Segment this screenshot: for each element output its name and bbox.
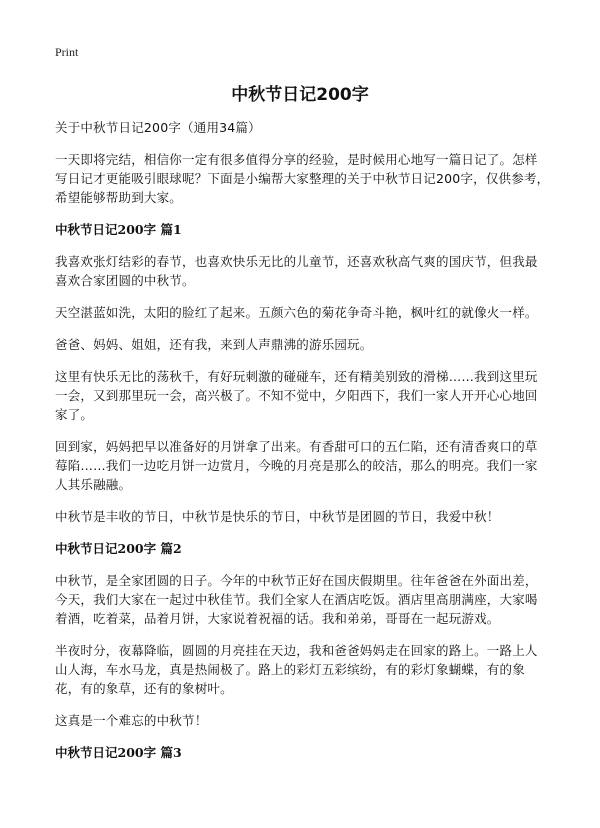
paragraph: 这里有快乐无比的荡秋千，有好玩刺激的碰碰车，还有精美别致的滑梯……我到这里玩一会，又到那里玩一会，高兴极了。不知不觉中，夕阳西下，我们一家人开开心心地回家了。: [55, 369, 538, 422]
section-heading: 中秋节日记200字 篇1: [55, 222, 182, 237]
paragraph: 我喜欢张灯结彩的春节，也喜欢快乐无比的儿童节，还喜欢秋高气爽的国庆节，但我最喜欢合家团圆的中秋节。: [55, 254, 538, 288]
section-heading: 中秋节日记200字 篇2: [55, 541, 182, 556]
paragraph: 半夜时分，夜幕降临，圆圆的月亮挂在天边，我和爸爸妈妈走在回家的路上。一路上人山人海，车水马龙，真是热闹极了。路上的彩灯五彩缤纷，有的彩灯象蝴蝶，有的象花，有的象草，还有的象树叶。: [55, 643, 538, 696]
print-link[interactable]: Print: [55, 45, 79, 59]
paragraph: 回到家，妈妈把早以准备好的月饼拿了出来。有香甜可口的五仁陷，还有清香爽口的草莓陷……我们一边吃月饼一边赏月，今晚的月亮是那么的皎洁，那么的明亮。我们一家人其乐融融。: [55, 439, 538, 492]
paragraph: 中秋节，是全家团圆的日子。今年的中秋节正好在国庆假期里。往年爸爸在外面出差，今天，我们大家在一起过中秋佳节。我们全家人在酒店吃饭。酒店里高朋满座，大家喝着酒，吃着菜，品着月饼，大家说着祝福的话。我和弟弟，哥哥在一起玩游戏。: [55, 573, 538, 626]
intro-paragraph: 一天即将完结，相信你一定有很多值得分享的经验，是时候用心地写一篇日记了。怎样写日记才更能吸引眼球呢？下面是小编帮大家整理的关于中秋节日记200字，仅供参考，希望能够帮助到大家。: [55, 152, 550, 205]
paragraph: 天空湛蓝如洗，太阳的脸红了起来。五颜六色的菊花争奇斗艳，枫叶红的就像火一样。: [55, 305, 538, 320]
paragraph: 爸爸、妈妈、姐姐，还有我，来到人声鼎沸的游乐园玩。: [55, 337, 373, 352]
article-subtitle: 关于中秋节日记200字（通用34篇）: [55, 120, 261, 135]
section-heading: 中秋节日记200字 篇3: [55, 745, 182, 760]
paragraph: 中秋节是丰收的节日，中秋节是快乐的节日，中秋节是团圆的节日，我爱中秋！: [55, 509, 500, 524]
page-title: 中秋节日记200字: [231, 85, 369, 105]
paragraph: 这真是一个难忘的中秋节！: [55, 713, 208, 728]
article-body: [55, 118, 550, 775]
